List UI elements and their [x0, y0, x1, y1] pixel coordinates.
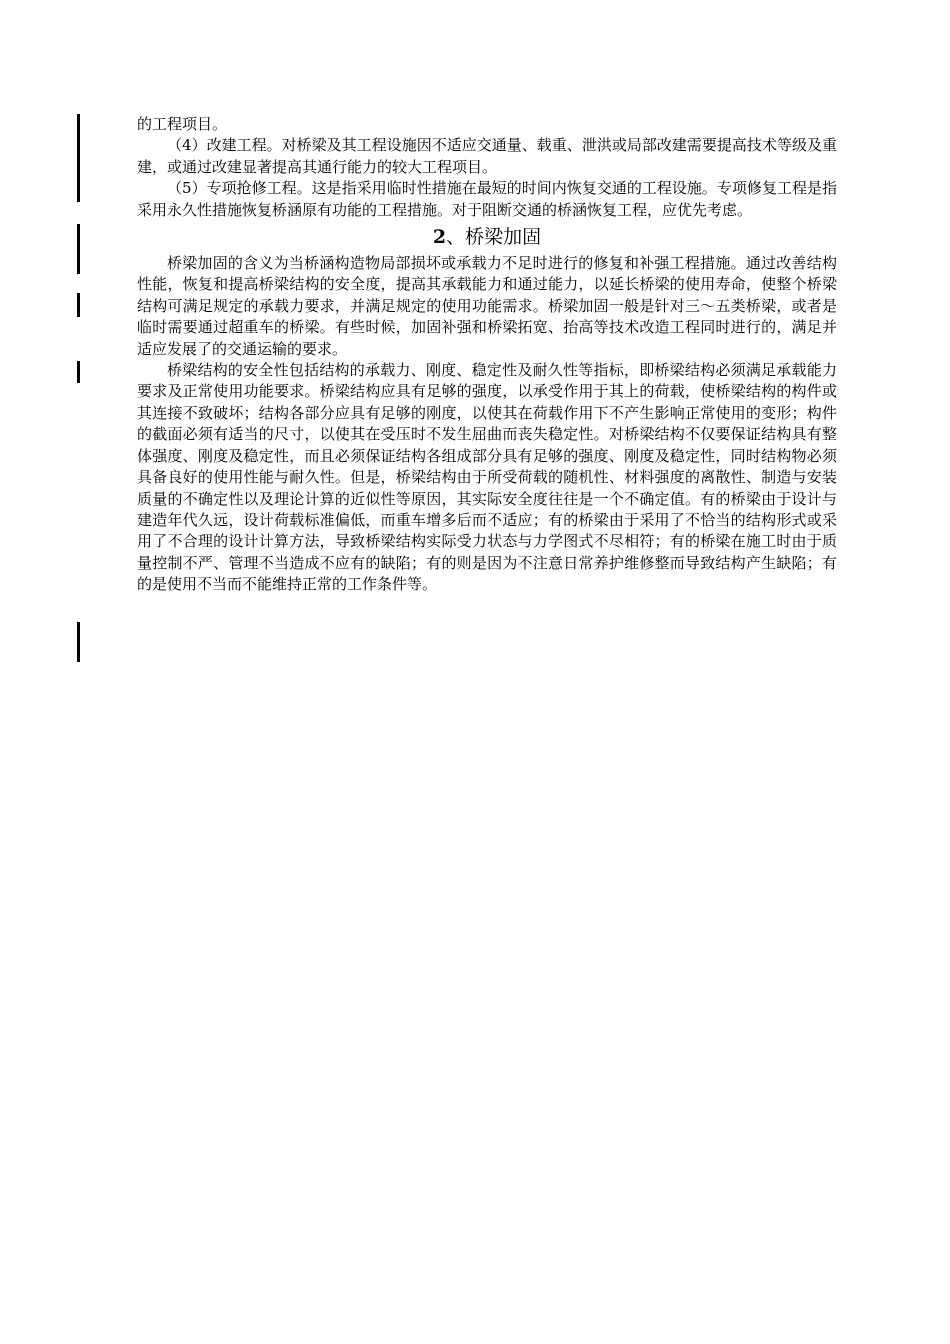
document-body: [137, 114, 837, 596]
paragraph-item-4: （4）改建工程。对桥梁及其工程设施因不适应交通量、载重、泄洪或局部改建需要提高技术等级及重建，或通过改建显著提高其通行能力的较大工程项目。: [137, 136, 837, 176]
paragraph-structural-safety: 桥梁结构的安全性包括结构的承载力、刚度、稳定性及耐久性等指标，即桥梁结构必须满足承载能力要求及正常使用功能要求。桥梁结构应具有足够的强度，以承受作用于其上的荷载，使桥梁结构的构件或其连接不致破坏；结构各部分应具有足够的刚度，以使其在荷载作用下不产生影响正常使用的变形；构件的截面必须有适当的尺寸，以使其在受压时不发生屈曲而丧失稳定性。对桥梁结构不仅要保证结构具有整体强度、刚度及稳定性，而且必须保证结构各组成部分具有足够的强度、刚度及稳定性，同时结构物必须具备良好的使用性能与耐久性。但是，桥梁结构由于所受荷载的随机性、材料强度的离散性、制造与安装质量的不确定性以及理论计算的近似性等原因，其实际安全度往往是一个不确定值。有的桥梁由于设计与建造年代久远，设计荷载标准偏低，而重车增多后而不适应；有的桥梁由于采用了不恰当的结构形式或采用了不合理的设计计算方法，导致桥梁结构实际受力状态与力学图式不尽相符；有的桥梁在施工时由于质量控制不严、管理不当造成不应有的缺陷；有的则是因为不注意日常养护维修整而导致结构产生缺陷；有的是使用不当而不能维持正常的工作条件等。: [137, 361, 837, 594]
revision-bar: [77, 224, 80, 274]
revision-bar: [77, 622, 80, 662]
section-number: 2: [432, 226, 447, 249]
revision-bar: [77, 293, 80, 317]
section-title: 、桥梁加固: [446, 226, 542, 249]
section-heading: [137, 224, 837, 250]
revision-bar: [77, 361, 80, 383]
paragraph-item-5: （5）专项抢修工程。这是指采用临时性措施在最短的时间内恢复交通的工程设施。专项修复工程是指采用永久性措施恢复桥涵原有功能的工程措施。对于阻断交通的桥涵恢复工程，应优先考虑。: [137, 179, 837, 219]
revision-bar: [77, 114, 80, 202]
paragraph-continuation: 的工程项目。: [137, 115, 228, 133]
paragraph-reinforcement-definition: 桥梁加固的含义为当桥涵构造物局部损坏或承载力不足时进行的修复和补强工程措施。通过改善结构性能，恢复和提高桥梁结构的安全度，提高其承载能力和通过能力，以延长桥梁的使用寿命，使整个桥梁结构可满足规定的承载力要求，并满足规定的使用功能需求。桥梁加固一般是针对三～五类桥梁，或者是临时需要通过超重车的桥梁。有些时候，加固补强和桥梁拓宽、抬高等技术改造工程同时进行的，满足并适应发展了的交通运输的要求。: [137, 254, 837, 358]
